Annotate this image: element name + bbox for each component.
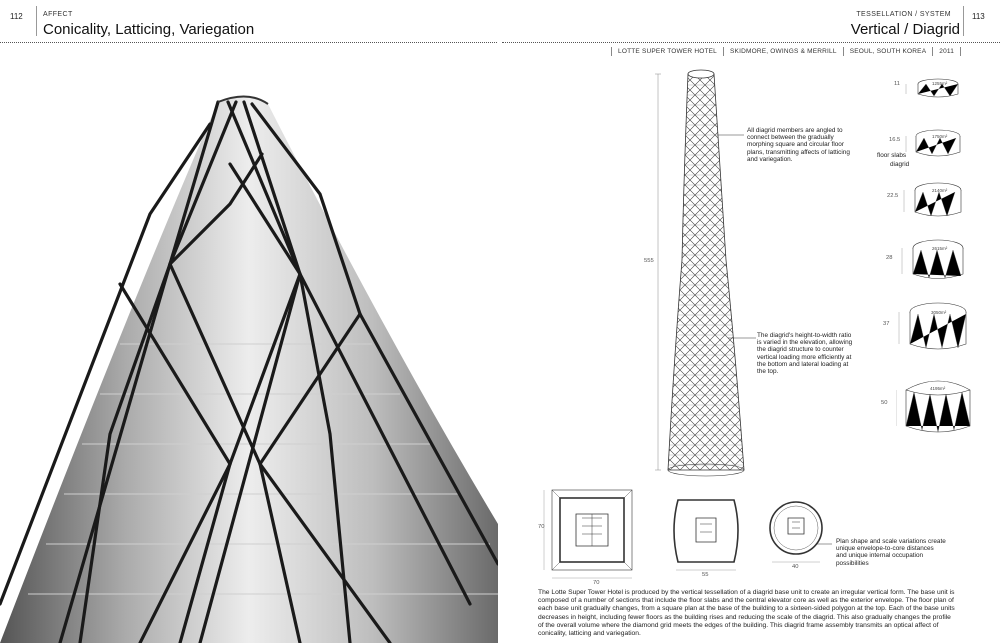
tower-height-label: 555	[644, 258, 654, 264]
meta-architect: SKIDMORE, OWINGS & MERRILL	[723, 47, 843, 56]
left-dotted-rule	[0, 42, 497, 43]
plan-large-side-dim: 70	[538, 524, 545, 530]
left-section-label: AFFECT	[43, 11, 73, 18]
area-label-5: 3050m²	[931, 310, 947, 315]
tower-elevation-drawing	[640, 60, 760, 480]
area-label-4: 2615m²	[932, 246, 948, 251]
diagrid-members-note: All diagrid members are angled to connect between the gradually morphing square and circular floor plans, transmitting affects of latticing and variegation.	[747, 127, 850, 163]
left-header-divider	[36, 6, 37, 36]
plan-large-bottom-dim: 70	[593, 580, 600, 586]
left-page-title: Conicality, Latticing, Variegation	[43, 21, 255, 38]
area-label-3: 2140m²	[932, 188, 948, 193]
area-label-1: 1255m²	[932, 81, 948, 86]
segment-dim-3: 22.5	[887, 193, 899, 199]
body-paragraph: The Lotte Super Tower Hotel is produced by the vertical tessellation of a diagrid base unit to create an irregular vertical form. The base unit is composed of a number of sections that include the floor slabs and the central elevator core as well as the exterior envelope. The floor plan of each base unit gradually changes, from a square plan at the base of the building to a sixteen-sided polygon at the top. Each of the base units decreases in height, including fewer floors as the building rises and reducing the scale of the diagrid. This also gradually changes the profile of the overall volume where the diamond grid meets the edges of the building. This diagrid frame assembly transmits an optical affect of conicality, latticing and variegation.	[538, 589, 955, 638]
right-dotted-rule	[502, 42, 1000, 43]
right-section-label: TESSELLATION / SYSTEM	[856, 11, 951, 18]
area-label-2: 1750m²	[932, 134, 948, 139]
meta-location: SEOUL, SOUTH KOREA	[843, 47, 933, 56]
right-page-number: 113	[972, 12, 985, 21]
left-page-number: 112	[10, 12, 23, 21]
diagrid-label: diagrid	[890, 161, 910, 168]
plan-small-bottom-dim: 40	[792, 564, 799, 570]
meta-year: 2011	[932, 47, 961, 56]
segment-dim-6: 50	[881, 400, 888, 406]
plan-mid-bottom-dim: 55	[702, 572, 709, 578]
segment-dim-1: 11	[894, 81, 901, 87]
height-width-note: The diagrid's height-to-width ratio is varied in the elevation, allowing the diagrid structure to counter vertical loading more efficiently at the bottom and lateral loading at the top.	[757, 332, 853, 376]
meta-project: LOTTE SUPER TOWER HOTEL	[611, 47, 723, 56]
plan-shape-note: Plan shape and scale variations create unique envelope-to-core distances and unique internal occupation possibilities	[836, 538, 946, 567]
base-unit-stack	[896, 72, 986, 462]
floor-plans	[540, 486, 840, 586]
tower-photograph	[0, 44, 498, 643]
project-meta	[611, 47, 961, 56]
segment-dim-2: 16.5	[889, 137, 901, 143]
floor-slabs-label: floor slabs	[877, 152, 907, 159]
segment-dim-5: 37	[883, 321, 890, 327]
right-header-divider	[963, 6, 964, 36]
area-label-6: 4195m²	[930, 386, 946, 391]
segment-dim-4: 28	[886, 255, 893, 261]
right-page-title: Vertical / Diagrid	[850, 21, 960, 38]
